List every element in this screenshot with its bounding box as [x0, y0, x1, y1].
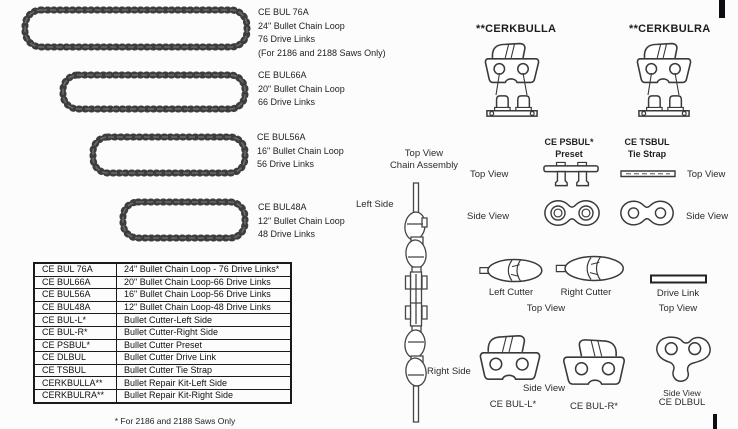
side-view-label-left: Side View — [467, 211, 510, 222]
part-number-cell: CE BUL66A — [34, 276, 117, 289]
bul-l-label: CE BUL-L* — [489, 399, 537, 410]
assembly-title-line1: Top View — [404, 148, 444, 159]
loop-12in-label — [258, 201, 345, 242]
part-number-cell: CERKBULRA** — [34, 389, 117, 402]
part-number-cell: CE DLBUL — [34, 352, 117, 365]
part-number-cell: CE BUL-R* — [34, 326, 117, 339]
preset-header — [539, 136, 599, 160]
parts-table — [33, 262, 292, 404]
top-view-label-left: Top View — [470, 169, 509, 180]
part-desc-cell: Bullet Repair Kit-Left Side — [117, 377, 292, 390]
loop-links: 48 Drive Links — [258, 229, 316, 239]
left-side-label: Left Side — [356, 199, 394, 210]
loop-part-number: CE BUL66A — [258, 70, 307, 80]
table-row — [34, 389, 291, 402]
repair-kit-right-drawing — [634, 41, 694, 121]
part-number-cell: CE BUL-L* — [34, 314, 117, 327]
drive-link-top-view-drawing — [650, 274, 707, 284]
cutters-top-view-label: Top View — [526, 303, 566, 314]
bul-r-label: CE BUL-R* — [569, 401, 619, 412]
part-desc-cell: Bullet Cutter Tie Strap — [117, 364, 292, 377]
loop-20in-label — [258, 69, 345, 110]
repair-kit-left-drawing — [482, 41, 542, 121]
table-row — [34, 364, 291, 377]
part-desc-cell: 12" Bullet Chain Loop-48 Drive Links — [117, 301, 292, 314]
tiestrap-header — [617, 136, 677, 160]
right-side-label: Right Side — [427, 366, 471, 377]
table-footnote: * For 2186 and 2188 Saws Only — [114, 416, 236, 426]
table-row — [34, 289, 291, 302]
part-desc-cell: Bullet Repair Kit-Right Side — [117, 389, 292, 402]
loop-part-number: CE BUL56A — [257, 132, 306, 142]
part-desc-cell: 16" Bullet Chain Loop-56 Drive Links — [117, 289, 292, 302]
loop-desc: 16" Bullet Chain Loop — [257, 145, 344, 156]
part-desc-cell: 24" Bullet Chain Loop - 76 Drive Links* — [117, 263, 292, 276]
table-row — [34, 301, 291, 314]
chain-loop-24in-drawing — [20, 5, 252, 52]
chain-loop-12in-drawing — [118, 197, 250, 243]
chain-loop-16in-drawing — [88, 132, 250, 178]
bul-l-side-view-drawing — [477, 333, 543, 382]
preset-name: Preset — [555, 149, 583, 159]
part-number-cell: CE PSBUL* — [34, 339, 117, 352]
part-number-cell: CE TSBUL — [34, 364, 117, 377]
table-row — [34, 314, 291, 327]
left-cutter-label: Left Cutter — [488, 287, 534, 298]
table-row — [34, 326, 291, 339]
left-cutter-drawing — [479, 258, 543, 283]
tiestrap-side-view-drawing — [620, 199, 674, 227]
drive-link-view-label: Top View — [658, 303, 698, 314]
part-desc-cell: 20" Bullet Chain Loop-66 Drive Links — [117, 276, 292, 289]
part-number-cell: CE BUL56A — [34, 289, 117, 302]
part-number-cell: CE BUL 76A — [34, 263, 117, 276]
dlbul-side-view-label: Side View — [663, 388, 701, 398]
part-number-cell: CE BUL48A — [34, 301, 117, 314]
loop-links: 66 Drive Links — [258, 97, 316, 107]
loop-desc: 12" Bullet Chain Loop — [258, 215, 345, 226]
scan-mark-top — [719, 0, 725, 18]
loop-links: 56 Drive Links — [257, 159, 315, 169]
table-row — [34, 339, 291, 352]
bul-r-side-view-drawing — [560, 337, 628, 387]
right-cutter-drawing — [555, 255, 625, 282]
chain-assembly-drawing — [399, 182, 433, 424]
part-desc-cell: Bullet Cutter Preset — [117, 339, 292, 352]
chain-assembly-title — [380, 148, 468, 172]
preset-side-view-drawing — [544, 199, 600, 227]
loop-note: (For 2186 and 2188 Saws Only) — [258, 47, 386, 58]
top-view-label-right: Top View — [687, 169, 726, 180]
scan-mark-bottom — [713, 414, 717, 429]
drive-link-label: Drive Link — [656, 288, 700, 299]
table-row — [34, 276, 291, 289]
table-row — [34, 352, 291, 365]
cutters-side-view-label: Side View — [522, 383, 566, 394]
side-view-label-right: Side View — [686, 211, 729, 222]
right-cutter-label: Right Cutter — [560, 287, 612, 298]
loop-links: 76 Drive Links — [258, 34, 316, 44]
tiestrap-name: Tie Strap — [627, 149, 667, 159]
part-desc-cell: Bullet Cutter-Right Side — [117, 326, 292, 339]
loop-part-number: CE BUL 76A — [258, 7, 309, 17]
assembly-title-line2: Chain Assembly — [389, 160, 459, 171]
preset-part-number: CE PSBUL* — [544, 137, 594, 147]
loop-desc: 20" Bullet Chain Loop — [258, 83, 345, 94]
tiestrap-part-number: CE TSBUL — [624, 137, 670, 147]
table-row — [34, 263, 291, 276]
loop-24in-label — [258, 6, 386, 60]
loop-desc: 24" Bullet Chain Loop — [258, 20, 345, 31]
part-number-cell: CERKBULLA** — [34, 377, 117, 390]
dlbul-label: CE DLBUL — [658, 397, 706, 408]
dlbul-side-view-drawing — [654, 336, 712, 383]
repair-kit-left-title: **CERKBULLA — [476, 23, 557, 35]
preset-top-view-drawing — [542, 161, 600, 189]
loop-16in-label — [257, 131, 344, 172]
part-desc-cell: Bullet Cutter-Left Side — [117, 314, 292, 327]
tiestrap-top-view-drawing — [620, 170, 676, 178]
repair-kit-right-title: **CERKBULRA — [629, 23, 711, 35]
table-row — [34, 377, 291, 390]
part-desc-cell: Bullet Cutter Drive Link — [117, 352, 292, 365]
chain-loop-20in-drawing — [58, 70, 250, 114]
loop-part-number: CE BUL48A — [258, 202, 307, 212]
